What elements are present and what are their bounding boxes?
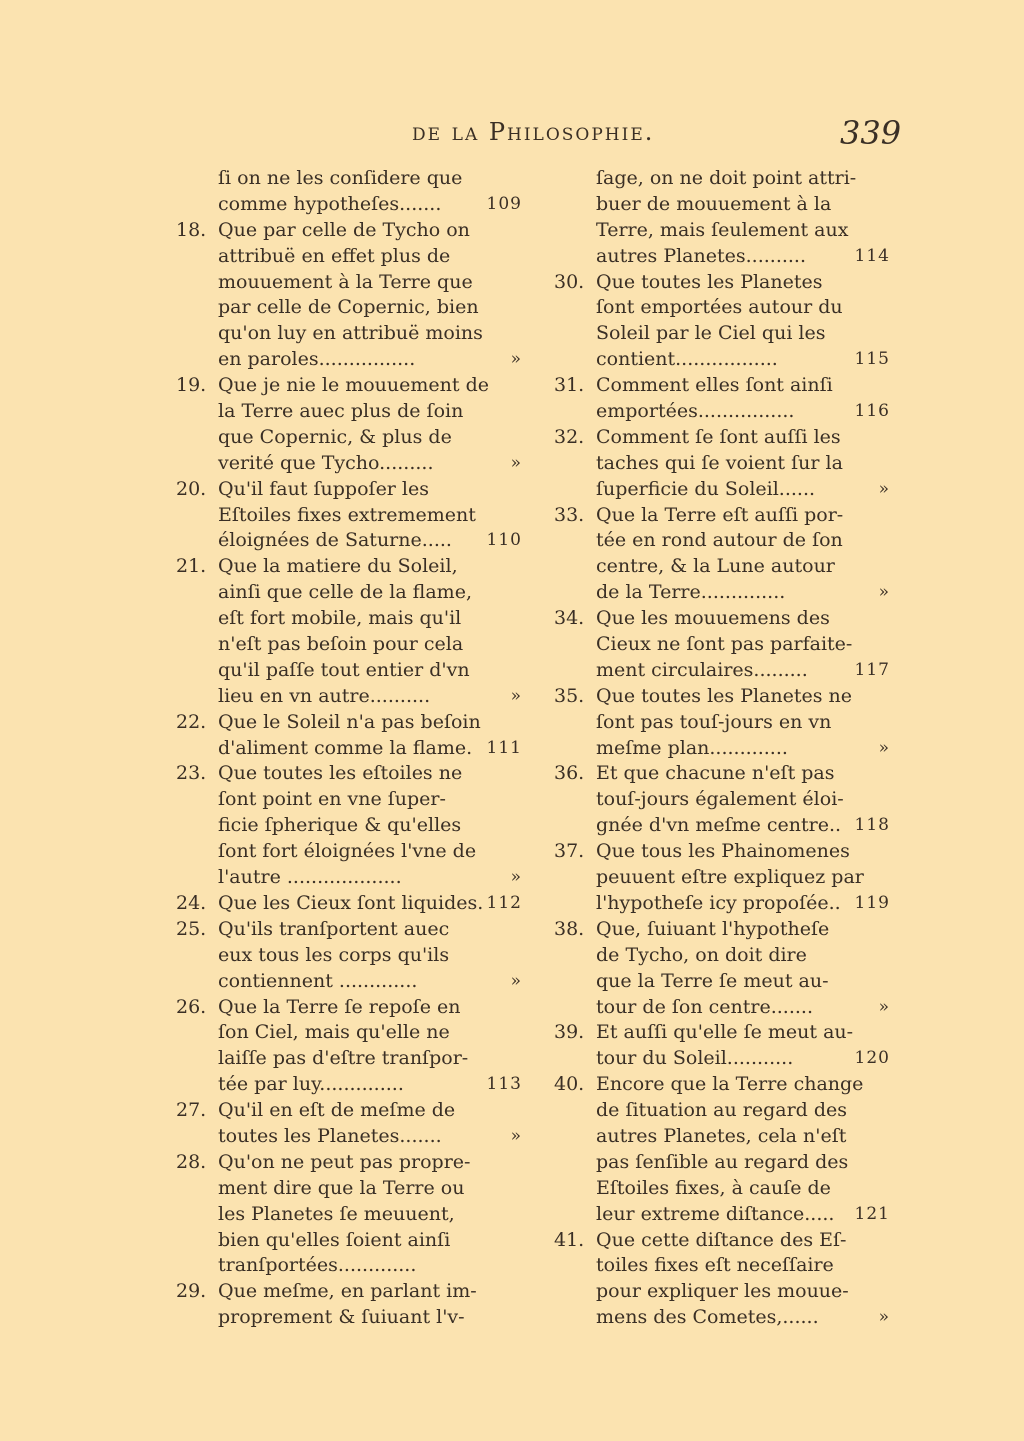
toc-line [548,917,898,943]
entry-page-ref: » [878,582,890,603]
entry-page-ref: 121 [854,1203,890,1224]
entry-text: Que la Terre ſe repoſe en [218,995,461,1018]
entry-text: Terre, mais ſeulement aux [596,218,849,241]
entry-text: mens des Cometes,...... [596,1306,819,1329]
toc-entry [548,373,898,425]
entry-number: 20. [176,477,207,500]
entry-number: 31. [554,374,585,397]
entry-text: toiles fixes eſt neceſſaire [596,1254,834,1277]
entry-number: 19. [176,374,207,397]
entry-text: Encore que la Terre change [596,1073,864,1096]
page-number: 339 [840,114,902,152]
toc-entry [548,684,898,762]
entry-number: 26. [176,995,207,1018]
toc-entry [170,477,530,555]
entry-text: que Copernic, & plus de [218,425,452,448]
entry-text: Que, ſuiuant l'hypotheſe [596,917,830,940]
toc-line [548,658,898,684]
running-title: de la Philosophie. [412,118,655,146]
entry-text: ment dire que la Terre ou [218,1176,465,1199]
entry-text: touſ-jours également éloi- [596,788,844,811]
toc-line [548,969,898,995]
toc-entry [548,425,898,503]
entry-text: taches qui ſe voient ſur la [596,451,843,474]
entry-page-ref: » [510,1125,522,1146]
toc-entry [170,166,530,218]
entry-text: Que meſme, en parlant im- [218,1280,477,1303]
toc-line [170,995,530,1021]
entry-text: tranſportées............. [218,1254,417,1277]
toc-line [548,166,898,192]
entry-text: ſage, on ne doit point attri- [596,167,857,189]
toc-line [548,1176,898,1202]
entry-page-ref: 112 [486,892,522,913]
toc-line [170,425,530,451]
entry-text: Eſtoiles fixes extremement [218,503,476,526]
entry-text: attribuë en effet plus de [218,244,451,267]
entry-number: 29. [176,1280,207,1303]
toc-entry [170,891,530,917]
toc-entry [170,761,530,890]
entry-page-ref: 119 [854,892,890,913]
entry-page-ref: » [878,996,890,1017]
entry-number: 24. [176,891,207,914]
entry-number: 30. [554,270,585,293]
entry-page-ref: » [510,685,522,706]
toc-line [548,270,898,296]
entry-text: ment circulaires......... [596,658,808,681]
toc-entry [548,761,898,839]
toc-line [170,736,530,762]
toc-line [548,580,898,606]
right-column [548,166,898,1331]
toc-line [170,554,530,580]
entry-text: toutes les Planetes....... [218,1124,442,1147]
toc-line [548,1305,898,1331]
toc-line [548,347,898,373]
toc-line [170,1176,530,1202]
entry-page-ref: 110 [486,530,522,551]
entry-page-ref: 114 [854,245,890,266]
entry-page-ref: » [510,349,522,370]
toc-line [548,606,898,632]
entry-page-ref: » [878,1307,890,1328]
toc-line [548,425,898,451]
entry-page-ref: » [510,970,522,991]
toc-entry [548,166,898,270]
toc-line [170,477,530,503]
toc-line [548,761,898,787]
entry-text: Et que chacune n'eſt pas [596,762,835,785]
entry-text: l'autre ................... [218,866,402,889]
toc-line [170,270,530,296]
entry-text: pour expliquer les mouue- [596,1280,849,1303]
entry-text: Que toutes les eſtoiles ne [218,762,463,785]
entry-text: Qu'il faut ſuppoſer les [218,477,430,500]
toc-line [170,244,530,270]
toc-entry [170,1279,530,1331]
toc-line [170,710,530,736]
entry-text: Que toutes les Planetes ne [596,684,853,707]
entry-number: 39. [554,1021,585,1044]
toc-entry [170,1150,530,1279]
toc-line [170,1098,530,1124]
entry-number: 23. [176,762,207,785]
entry-text: qu'il paſſe tout entier d'vn [218,658,470,681]
toc-line [170,1150,530,1176]
entry-page-ref: » [878,737,890,758]
entry-text: Que tous les Phainomenes [596,840,850,863]
entry-page-ref: 118 [854,815,890,836]
entry-text: emportées................ [596,400,795,423]
entry-text: lieu en vn autre.......... [218,684,431,707]
entry-text: Qu'il en eſt de meſme de [218,1099,456,1122]
entry-text: tour de ſon centre....... [596,995,813,1018]
entry-text: Soleil par le Ciel qui les [596,322,826,345]
entry-text: laiſſe pas d'eſtre tranſpor- [218,1047,469,1070]
left-column [170,166,530,1331]
entry-text: comme hypotheſes....... [218,192,442,215]
entry-text: ſont point en vne ſuper- [218,788,446,811]
entry-number: 37. [554,840,585,863]
entry-text: Que je nie le mouuement de [218,374,489,397]
entry-text: Que les Cieux ſont liquides. [218,891,484,914]
toc-line [170,295,530,321]
toc-line [548,684,898,710]
entry-text: gnée d'vn meſme centre.. [596,814,842,837]
toc-line [548,528,898,554]
entry-text: Comment elles ſont ainſi [596,374,833,397]
entry-text: les Planetes ſe meuuent, [218,1202,455,1225]
entry-text: Que toutes les Planetes [596,270,823,293]
entry-text: Que le Soleil n'a pas beſoin [218,710,481,733]
entry-text: autres Planetes.......... [596,244,807,267]
toc-line [170,1072,530,1098]
entry-text: buer de mouuement à la [596,192,832,215]
page-header [0,112,1024,162]
entry-text: autres Planetes, cela n'eſt [596,1124,847,1147]
toc-entry [548,1020,898,1072]
toc-line [170,891,530,917]
toc-line [548,554,898,580]
entry-page-ref: 117 [854,659,890,680]
entry-number: 28. [176,1150,207,1173]
entry-text: d'aliment comme la flame. [218,736,473,759]
toc-line [170,399,530,425]
toc-entry [170,917,530,995]
entry-text: verité que Tycho......... [218,451,434,474]
toc-line [548,839,898,865]
toc-entry [170,995,530,1099]
entry-text: meſme plan............. [596,736,788,759]
entry-text: ſuperficie du Soleil...... [596,477,816,500]
entry-text: par celle de Copernic, bien [218,296,479,319]
toc-line [170,1046,530,1072]
toc-line [548,477,898,503]
toc-line [548,295,898,321]
toc-line [548,399,898,425]
toc-line [170,528,530,554]
toc-line [548,503,898,529]
toc-line [548,1202,898,1228]
toc-line [548,1020,898,1046]
toc-line [548,891,898,917]
toc-line [170,373,530,399]
toc-line [548,1098,898,1124]
entry-text: Comment ſe ſont auſſi les [596,425,841,448]
entry-page-ref: 115 [854,349,890,370]
toc-line [170,865,530,891]
entry-number: 36. [554,762,585,785]
entry-text: Et auſſi qu'elle ſe meut au- [596,1021,854,1044]
toc-line [548,373,898,399]
entry-text: Que les mouuemens des [596,607,830,630]
toc-line [170,1279,530,1305]
toc-line [548,1072,898,1098]
toc-line [548,632,898,658]
toc-line [170,1202,530,1228]
toc-line [170,917,530,943]
toc-line [170,1253,530,1279]
toc-line [170,1020,530,1046]
entry-text: contient................. [596,348,778,371]
toc-entry [548,503,898,607]
entry-text: Eſtoiles fixes, à cauſe de [596,1176,831,1199]
entry-text: proprement & ſuiuant l'v- [218,1306,465,1329]
toc-line [170,321,530,347]
entry-text: peuuent eſtre expliquez par [596,866,864,889]
toc-line [548,1046,898,1072]
toc-line [548,451,898,477]
entry-text: Que la Terre eſt auſſi por- [596,503,844,526]
entry-number: 33. [554,503,585,526]
toc-line [170,218,530,244]
entry-text: ficie ſpherique & qu'elles [218,814,462,837]
toc-entry [548,1072,898,1227]
toc-line [170,192,530,218]
entry-text: tour du Soleil........... [596,1047,794,1070]
entry-text: Que par celle de Tycho on [218,218,470,241]
entry-text: éloignées de Saturne..... [218,529,452,552]
entry-text: ſont emportées autour du [596,296,843,319]
entry-text: Que la matiere du Soleil, [218,555,458,578]
toc-entry [548,270,898,374]
toc-entry [170,710,530,762]
entry-text: leur extreme diſtance..... [596,1202,835,1225]
toc-line [170,166,530,192]
entry-page-ref: 113 [486,1074,522,1095]
entry-text: Que cette diſtance des Eſ- [596,1228,847,1251]
entry-text: ſont pas touſ-jours en vn [596,710,832,733]
entry-text: ſi on ne les conſidere que [218,167,463,189]
toc-entry [170,218,530,373]
toc-entry [170,373,530,477]
entry-number: 25. [176,917,207,940]
toc-line [548,218,898,244]
toc-line [170,606,530,632]
toc-line [548,1124,898,1150]
toc-line [170,658,530,684]
entry-text: ſont fort éloignées l'vne de [218,840,477,863]
entry-text: l'hypotheſe icy propoſée.. [596,891,841,914]
toc-line [170,347,530,373]
toc-line [170,1124,530,1150]
toc-entry [548,917,898,1021]
entry-page-ref: » [510,867,522,888]
entry-text: que la Terre ſe meut au- [596,969,829,992]
toc-line [548,1150,898,1176]
toc-line [548,943,898,969]
toc-line [548,865,898,891]
entry-text: de Tycho, on doit dire [596,943,807,966]
entry-page-ref: » [878,478,890,499]
toc-line [548,813,898,839]
toc-line [170,787,530,813]
entry-number: 35. [554,684,585,707]
entry-number: 18. [176,218,207,241]
toc-line [170,761,530,787]
toc-line [548,192,898,218]
entry-text: tée en rond autour de ſon [596,529,843,552]
toc-line [170,451,530,477]
entry-number: 21. [176,555,207,578]
toc-line [548,244,898,270]
entry-text: ainſi que celle de la flame, [218,581,472,604]
entry-page-ref: 120 [854,1048,890,1069]
entry-text: Qu'on ne peut pas propre- [218,1150,471,1173]
entry-text: ſon Ciel, mais qu'elle ne [218,1021,450,1044]
toc-line [548,736,898,762]
entry-text: bien qu'elles ſoient ainſi [218,1228,451,1251]
toc-line [170,839,530,865]
toc-line [170,1305,530,1331]
toc-line [170,1228,530,1254]
toc-line [548,1253,898,1279]
entry-number: 22. [176,710,207,733]
toc-entry [170,554,530,709]
toc-line [548,1228,898,1254]
entry-text: de ſituation au regard des [596,1099,848,1122]
entry-text: la Terre auec plus de ſoin [218,400,464,423]
entry-text: n'eſt pas beſoin pour cela [218,633,464,656]
entry-text: Cieux ne ſont pas parfaite- [596,633,853,656]
toc-line [170,580,530,606]
toc-line [170,943,530,969]
entry-text: en paroles................ [218,348,416,371]
entry-number: 27. [176,1099,207,1122]
entry-text: Qu'ils tranſportent auec [218,917,450,940]
toc-line [170,813,530,839]
toc-entry [548,839,898,917]
entry-number: 41. [554,1228,585,1251]
toc-entry [548,1228,898,1332]
entry-page-ref: 116 [854,401,890,422]
entry-text: eux tous les corps qu'ils [218,943,450,966]
entry-page-ref: » [510,452,522,473]
toc-line [170,632,530,658]
entry-number: 38. [554,917,585,940]
toc-entry [548,606,898,684]
entry-text: centre, & la Lune autour [596,555,835,578]
entry-text: mouuement à la Terre que [218,270,473,293]
entry-text: eſt fort mobile, mais qu'il [218,607,462,630]
toc-line [548,787,898,813]
toc-entry [170,1098,530,1150]
entry-text: contiennent ............. [218,969,418,992]
entry-number: 40. [554,1073,585,1096]
entry-text: pas ſenſible au regard des [596,1150,849,1173]
toc-line [170,969,530,995]
entry-text: de la Terre.............. [596,581,786,604]
toc-line [170,684,530,710]
entry-text: tée par luy.............. [218,1073,404,1096]
entry-text: qu'on luy en attribuë moins [218,322,483,345]
toc-line [170,503,530,529]
toc-line [548,995,898,1021]
entry-page-ref: 111 [486,737,522,758]
entry-number: 34. [554,607,585,630]
toc-line [548,1279,898,1305]
entry-page-ref: 109 [486,193,522,214]
toc-line [548,321,898,347]
toc-line [548,710,898,736]
entry-number: 32. [554,425,585,448]
